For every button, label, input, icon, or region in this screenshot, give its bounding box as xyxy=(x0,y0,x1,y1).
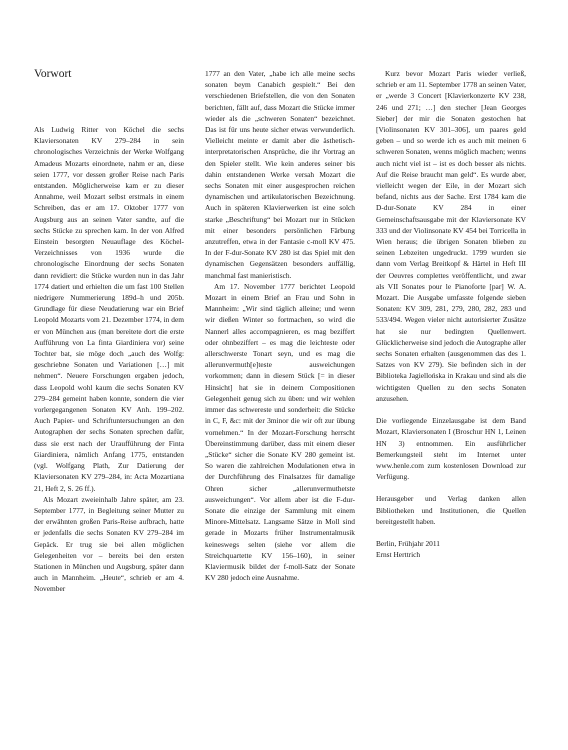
paragraph: Am 17. November 1777 berichtet Leopold Mozart in einem Brief an Frau und Sohn in Mannheim: „Wir sind täglich alleine; und wenn wir dießen Winter so fortmachen, so wird die Nannerl alles accompagnieren, es mag beziffert oder ohnbeziffert – es mag die leichteste oder allerschwerste Tonart seyn, und es mag die allerunvermuth[e]teste ausweichungen vorkommen; dann in diesem Stück [= in dieser Hinsicht] hat sie in deinem Compositionen Gelegenheit genug sich zu üben: und wir wehlen immer das schwereste und sonderheit: die Stücke in C, F, &c: mit der 3minor die wir oft zur übung vornehmen.“ In der Mozart-Forschung herrscht Übereinstimmung darüber, dass mit einem dieser „Stücke“ sicher die Sonate KV 280 gemeint ist. So waren die zahlreichen Modulationen etwa in der Durchführung des Finalsatzes für damalige Ohren sicher „allerunvermuthetste ausweichungen“. Vor allem aber ist die F-dur-Sonate die einzige der Sammlung mit einem Minore-Mittelsatz. Langsame Sätze in Moll sind gerade in Mozarts früher Instrumentalmusik keineswegs selten (siehe vor allem die Streichquartette KV 156–160), in seiner Klaviermusik bildet der f-moll-Satz der Sonate KV 280 jedoch eine Ausnahme. xyxy=(205,281,355,583)
paragraph: 1777 an den Vater, „habe ich alle meine sechs sonaten beym Canabich gespielt.“ Bei den verschiedenen Briefstellen, die von den Sonaten berichten, fällt auf, dass Mozart die Stücke immer wieder als die „schweren Sonaten“ bezeichnet. Das ist für uns heute sicher etwas verwunderlich. Vielleicht meinte er damit aber die ästhetisch-interpretatorischen Ansprüche, die ihr Vortrag an den Spieler stellt. Wie kein anderes seiner bis dahin entstandenen Werke versah Mozart die sechs Sonaten mit einer ausgesprochen reichen dynamischen und artikulatorischen Bezeichnung. Auch in späteren Klavierwerken ist eine solch starke „Beschriftung“ bei Mozart nur in Stücken mit einer besonders persönlichen Färbung anzutreffen, etwa in der Fantasie c-moll KV 475. In der F-dur-Sonate KV 280 ist das Spiel mit den dynamischen Gegensätzen besonders auffällig, manchmal fast manieristisch. xyxy=(205,69,355,280)
text-column-2 xyxy=(205,68,355,583)
paragraph: Als Mozart zweieinhalb Jahre später, am 23. September 1777, in Begleitung seiner Mutter zu der erwähnten großen Paris-Reise aufbrach, hatte er jedenfalls die sechs Sonaten KV 279–284 im Gepäck. Er trug sie bei allen möglichen Gelegenheiten vor – bereits bei den ersten Stationen in München und Augsburg, später dann auch in Mannheim. „Heute“, schrieb er am 4. November xyxy=(34,494,184,594)
text-column-3 xyxy=(376,68,526,560)
paragraph: Als Ludwig Ritter von Köchel die sechs Klaviersonaten KV 279–284 in sein chronologisches Verzeichnis der Werke Wolfgang Amadeus Mozarts einordnete, nahm er an, diese seien 1777, vor dessen großer Reise nach Paris entstanden. Möglicherweise kam er zu dieser Annahme, weil Mozart selbst erstmals in einem Schreiben, das er am 17. Oktober 1777 von Augsburg aus an seinen Vater sandte, auf die sechs Stücke zu sprechen kam. In der von Alfred Einstein besorgten Neuauflage des Köchel-Verzeichnisses von 1936 wurde die chronologische Einordnung der sechs Sonaten dann revidiert: die Stücke wurden nun in das Jahr 1774 datiert und erhielten die um fast 100 Stellen niedrigere Nummerierung 189d–h und 205b. Grundlage für diese Neudatierung war ein Brief Leopold Mozarts vom 21. Dezember 1774, in dem er von München aus (man bereitete dort die erste Aufführung von La finta Giardiniera vor) seine Tochter bat, sie möge doch „auch des Wolfg: geschriebne Sonaten und Variationen […] mit nehmen“. Neuere Forschungen ergaben jedoch, dass Leopold wohl kaum die sechs Sonaten KV 279–284 gemeint haben konnte, sondern die vier vorlergegangenen Sonaten KV Anh. 199–202. Auch Papier- und Schriftuntersuchungen an den Autographen der sechs Sonaten sprechen dafür, dass sie erst nach der Uraufführung der Finta Giardiniera, nämlich Anfang 1775, entstanden (vgl. Wolfgang Plath, Zur Datierung der Klaviersonaten KV 279–284, in: Acta Mozartiana 21, Heft 2, S. 26 ff.). xyxy=(34,125,184,493)
text-column-1 xyxy=(34,124,184,595)
paragraph: Kurz bevor Mozart Paris wieder verließ, schrieb er am 11. September 1778 an seinen Vater, er „werde 3 Concert [Klavierkonzerte KV 238, 246 und 271; …] den stecher [Jean Georges Sieber] der mir die Sonaten gestochen hat [Violinsonaten KV 301–306], um paares geld geben – und so werde ich es auch mit meinen 6 schweren Sonaten, wenns möglich machen; wenns auch nicht viel ist – ist es doch besser als nichts. Auf die Reise braucht man geld“. Es wurde aber, vielleicht wegen der Eile, in der Mozart sich befand, nichts aus der Sache. Erst 1784 kam die D-dur-Sonate KV 284 in einer Gemeinschaftsausgabe mit der Klaviersonate KV 333 und der Violinsonate KV 454 bei Torricella in Wien heraus; die übrigen Sonaten blieben zu seinen Lebzeiten ungedruckt. 1799 wurden sie dann vom Verlag Breitkopf & Härtel in Heft III der Oeuvres complettes veröffentlicht, und zwar als VII Sonates pour le Pianoforte [par] W. A. Mozart. Die Ausgabe umfasste folgende sieben Sonaten: KV 309, 281, 279, 280, 282, 283 und 533/494. Wegen vieler nicht autorisierter Zusätze hat sie nur bedingten Quellenwert. Glücklicherweise sind jedoch die Autographe aller sechs Sonaten erhalten (ausgenommen das des 1. Satzes von KV 279). Sie befinden sich in der Biblioteka Jagiellońska in Krakau und sind als die wichtigsten Quellen zu den sechs Sonaten anzusehen. xyxy=(376,69,526,403)
page-heading: Vorwort xyxy=(34,68,72,80)
paragraph: Herausgeber und Verlag danken allen Bibliotheken und Institutionen, die Quellen bereitgestellt haben. xyxy=(376,494,526,526)
author-signature: Ernst Herttrich xyxy=(376,550,421,560)
dateline: Berlin, Frühjahr 2011 xyxy=(376,538,440,548)
paragraph: Die vorliegende Einzelausgabe ist dem Band Mozart, Klaviersonaten I (Broschur HN 1, Leinen HN 3) entnommen. Ein ausführlicher Bemerkungsteil steht im Internet unter www.henle.com zum kostenlosen Download zur Verfügung. xyxy=(376,416,526,482)
